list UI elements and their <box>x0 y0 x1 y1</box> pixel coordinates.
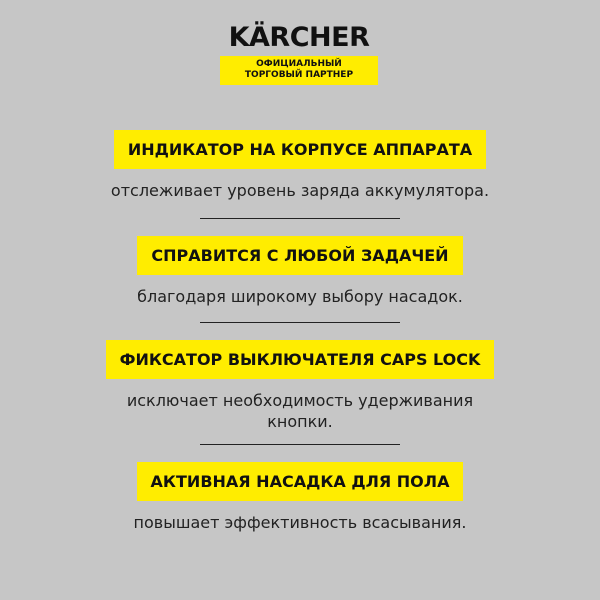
feature-block-floor-nozzle <box>0 462 600 533</box>
partner-line-2: ТОРГОВЫЙ ПАРТНЕР <box>244 70 354 80</box>
feature-heading: ИНДИКАТОР НА КОРПУСЕ АППАРАТА <box>114 130 486 169</box>
feature-block-indicator <box>0 130 600 201</box>
divider <box>200 322 400 323</box>
feature-description: отслеживает уровень заряда аккумулятора. <box>110 181 490 200</box>
feature-description: повышает эффективность всасывания. <box>133 513 467 532</box>
divider <box>200 218 400 219</box>
feature-description-line-2: кнопки. <box>267 412 333 431</box>
feature-description: благодаря широкому выбору насадок. <box>137 287 463 306</box>
feature-heading: ФИКСАТОР ВЫКЛЮЧАТЕЛЯ CAPS LOCK <box>106 340 495 379</box>
feature-heading: СПРАВИТСЯ С ЛЮБОЙ ЗАДАЧЕЙ <box>137 236 462 275</box>
feature-heading: АКТИВНАЯ НАСАДКА ДЛЯ ПОЛА <box>137 462 464 501</box>
feature-block-any-task <box>0 236 600 307</box>
feature-description <box>0 390 600 432</box>
brand-name: KÄRCHER <box>228 22 370 53</box>
feature-block-caps-lock <box>0 340 600 432</box>
karcher-logo <box>220 22 378 85</box>
partner-line-1: ОФИЦИАЛЬНЫЙ <box>256 59 342 69</box>
feature-description-line-1: исключает необходимость удерживания <box>126 391 474 410</box>
divider <box>200 444 400 445</box>
official-partner-badge <box>220 56 378 85</box>
